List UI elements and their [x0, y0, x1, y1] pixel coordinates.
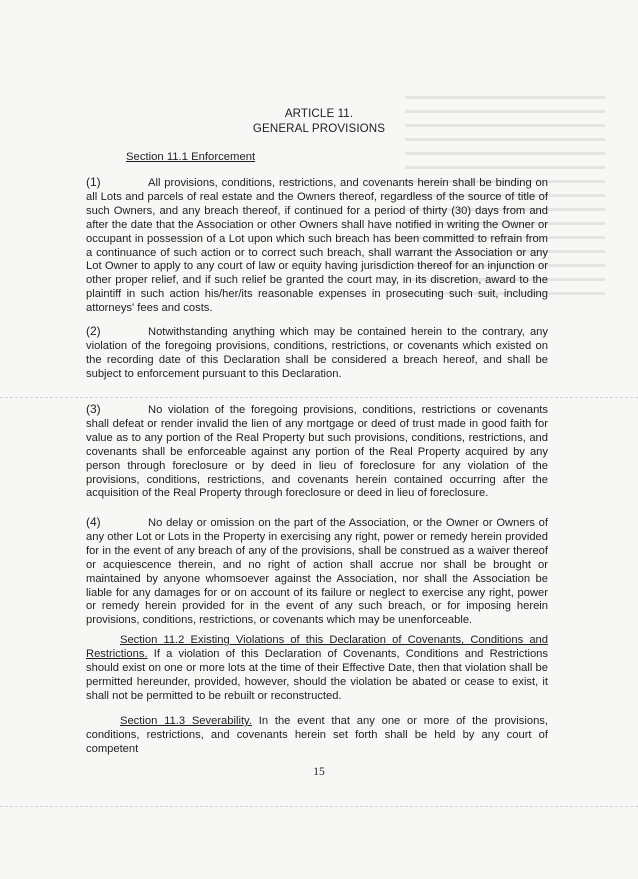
section-11-3-text: In the event that any one or more of the provisions, conditions, restrictions, and covenants herein set forth shall be held by any court of competent: [86, 715, 548, 755]
section-11-3-heading: Section 11.3 Severability.: [120, 715, 252, 727]
scan-artifact-line: [0, 806, 638, 807]
page-number: 15: [313, 766, 325, 778]
section-11-2-text: If a violation of this Declaration of Covenants, Conditions and Restrictions should exist on one or more lots at the time of their Effective Date, then that violation shall be permitted hereunder, provided, however, should the violation be abated or cease to exist, it shall not be permitted to be rebuilt or reconstructed.: [86, 647, 549, 702]
paragraph-3: [86, 403, 548, 501]
paragraph-number: (2): [86, 324, 101, 338]
paragraph-number: (3): [86, 402, 101, 416]
paragraph-number: (4): [86, 515, 101, 529]
article-subtitle: GENERAL PROVISIONS: [252, 122, 386, 135]
paragraph-number: (1): [86, 175, 101, 189]
section-11-2: [86, 634, 548, 704]
paragraph-text: Notwithstanding anything which may be contained herein to the contrary, any violation of the foregoing provisions, conditions, restrictions, or covenants which existed on the recording date of this Declaration shall be considered a breach hereof, and shall be subject to enforcement pursuant to this Declaration.: [86, 326, 548, 380]
section-11-3: [86, 715, 548, 757]
paragraph-1: [86, 176, 548, 316]
section-11-1-heading: Section 11.1 Enforcement: [126, 151, 256, 163]
scan-artifact-line: [0, 397, 638, 398]
paragraph-text: No violation of the foregoing provisions, conditions, restrictions or covenants shall defeat or render invalid the lien of any mortgage or deed of trust made in good faith for value as to any portion of the Real Property but such provisions, conditions, restrictions, and covenants shall be enforceable against any portion of the Real Property acquired by any person through foreclosure or by deed in lieu of foreclosure for any violation of the provisions, conditions, restrictions, and covenants herein contained occurring after the acquisition of the Real Property through foreclosure or deed in lieu of foreclosure.: [86, 404, 548, 500]
section-11-2-heading: Section 11.2 Existing Violations of this Declaration of Covenants, Conditions and Restrictions.: [86, 634, 548, 660]
paragraph-4: [86, 516, 548, 628]
paragraph-2: [86, 325, 548, 382]
paragraph-text: All provisions, conditions, restrictions, and covenants herein shall be binding on all Lots and parcels of real estate and the Owners thereof, regardless of the source of title of such Owners, and any breach thereof, if continued for a period of thirty (30) days from and after the date that the Association or other Owners shall have notified in writing the Owner or occupant in possession of a Lot upon which such breach has been committed to refrain from a continuance of such action or to correct such breach, shall warrant the Association or any Lot Owner to apply to any court of law or equity having jurisdiction thereof for an injunction or other proper relief, and if such relief be granted the court may, in its discretion, award to the plaintiff in such action his/her/its reasonable expenses in prosecuting such suit, including attorneys' fees and costs.: [86, 177, 548, 315]
paragraph-text: No delay or omission on the part of the Association, or the Owner or Owners of any other Lot or Lots in the Property in exercising any right, power or remedy herein provided for in the event of any breach of any of the provisions, shall be construed as a waiver thereof or acquiescence therein, and no right of action shall accrue nor shall be brought or maintained by anyone whomsoever against the Association, nor shall the Association be liable for any damages for or on account of its failure or neglect to exercise any right, power or remedy herein provided for in the event of any such breach, or for imposing herein provisions, conditions, restrictions, or covenants which may be unenforceable.: [86, 517, 548, 627]
article-title: ARTICLE 11.: [284, 107, 354, 120]
